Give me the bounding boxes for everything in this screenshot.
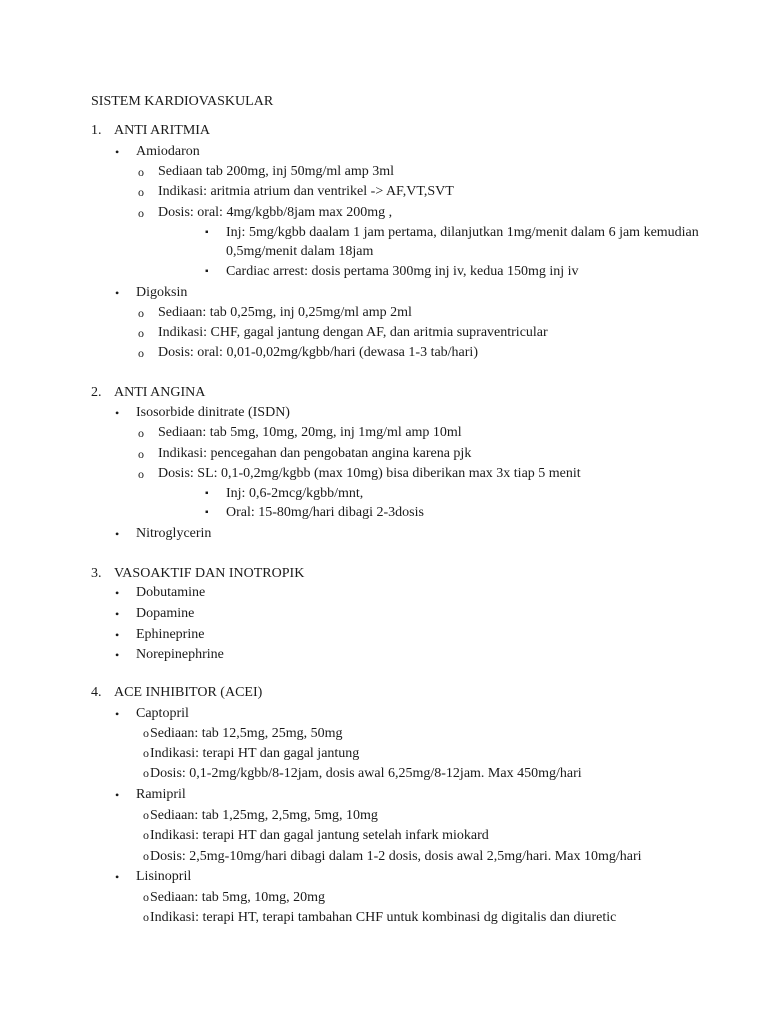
drug-detail: Indikasi: aritmia atrium dan ventrikel -> AF,VT,SVT (158, 184, 454, 199)
circle-bullet: o (138, 447, 144, 461)
circle-bullet: o (143, 910, 149, 924)
disc-bullet: • (115, 527, 120, 541)
drug-detail: Dosis: SL: 0,1-0,2mg/kgbb (max 10mg) bisa diberikan max 3x tiap 5 menit (158, 466, 581, 481)
drug-name: Norepinephrine (136, 647, 224, 662)
drug-detail: Dosis: 2,5mg-10mg/hari dibagi dalam 1-2 dosis, dosis awal 2,5mg/hari. Max 10mg/hari (150, 849, 642, 864)
square-bullet: ▪ (205, 227, 209, 238)
section-number: 4. (91, 685, 102, 700)
circle-bullet: o (143, 828, 149, 842)
drug-detail: Dosis: 0,1-2mg/kgbb/8-12jam, dosis awal 6,25mg/8-12jam. Max 450mg/hari (150, 766, 582, 781)
circle-bullet: o (138, 326, 144, 340)
circle-bullet: o (138, 165, 144, 179)
circle-bullet: o (143, 746, 149, 760)
drug-subdetail: Inj: 5mg/kgbb daalam 1 jam pertama, dilanjutkan 1mg/menit dalam 6 jam kemudian (226, 225, 699, 240)
disc-bullet: • (115, 788, 120, 802)
drug-name: Lisinopril (136, 869, 192, 884)
drug-name: Dopamine (136, 606, 195, 621)
drug-detail: Indikasi: CHF, gagal jantung dengan AF, dan aritmia supraventricular (158, 325, 548, 340)
square-bullet: ▪ (205, 507, 209, 518)
circle-bullet: o (138, 185, 144, 199)
drug-detail: Sediaan: tab 1,25mg, 2,5mg, 5mg, 10mg (150, 808, 378, 823)
drug-detail: Dosis: oral: 4mg/kgbb/8jam max 200mg , (158, 205, 393, 220)
drug-name: Ephineprine (136, 627, 205, 642)
section-number: 1. (91, 123, 102, 138)
section-number: 3. (91, 566, 102, 581)
circle-bullet: o (143, 766, 149, 780)
drug-name: Digoksin (136, 285, 188, 300)
circle-bullet: o (143, 890, 149, 904)
drug-name: Isosorbide dinitrate (ISDN) (136, 405, 290, 420)
drug-detail-row (143, 825, 489, 845)
drug-detail: Sediaan tab 200mg, inj 50mg/ml amp 3ml (158, 164, 395, 179)
square-bullet: ▪ (205, 488, 209, 499)
section-heading: ANTI ANGINA (114, 385, 206, 400)
drug-detail-row (143, 907, 616, 927)
drug-subdetail-continued: 0,5mg/menit dalam 18jam (226, 244, 374, 259)
drug-name: Dobutamine (136, 585, 206, 600)
drug-detail: Indikasi: terapi HT dan gagal jantung (150, 746, 360, 761)
disc-bullet: • (115, 607, 120, 621)
circle-bullet: o (138, 306, 144, 320)
circle-bullet: o (138, 346, 144, 360)
drug-subdetail: Inj: 0,6-2mcg/kgbb/mnt, (226, 486, 364, 501)
circle-bullet: o (143, 849, 149, 863)
drug-detail-row (143, 887, 325, 907)
drug-detail: Sediaan: tab 12,5mg, 25mg, 50mg (150, 726, 343, 741)
drug-detail: Indikasi: pencegahan dan pengobatan angina karena pjk (158, 446, 472, 461)
document-title: SISTEM KARDIOVASKULAR (91, 94, 274, 109)
circle-bullet: o (138, 206, 144, 220)
drug-detail: Sediaan: tab 0,25mg, inj 0,25mg/ml amp 2ml (158, 305, 412, 320)
circle-bullet: o (138, 467, 144, 481)
disc-bullet: • (115, 628, 120, 642)
drug-subdetail: Cardiac arrest: dosis pertama 300mg inj iv, kedua 150mg inj iv (226, 264, 579, 279)
drug-detail: Sediaan: tab 5mg, 10mg, 20mg, inj 1mg/ml amp 10ml (158, 425, 462, 440)
disc-bullet: • (115, 286, 120, 300)
section-heading: ACE INHIBITOR (ACEI) (114, 685, 263, 700)
disc-bullet: • (115, 586, 120, 600)
drug-name: Nitroglycerin (136, 526, 212, 541)
drug-detail: Sediaan: tab 5mg, 10mg, 20mg (150, 890, 325, 905)
drug-detail: Dosis: oral: 0,01-0,02mg/kgbb/hari (dewasa 1-3 tab/hari) (158, 345, 478, 360)
circle-bullet: o (143, 726, 149, 740)
drug-detail: Indikasi: terapi HT, terapi tambahan CHF untuk kombinasi dg digitalis dan diuretic (150, 910, 617, 925)
circle-bullet: o (138, 426, 144, 440)
drug-detail-row (143, 805, 378, 825)
section-number: 2. (91, 385, 102, 400)
drug-detail-row (143, 763, 582, 783)
section-heading: ANTI ARITMIA (114, 123, 211, 138)
disc-bullet: • (115, 870, 120, 884)
drug-detail-row (143, 743, 359, 763)
disc-bullet: • (115, 707, 120, 721)
drug-name: Ramipril (136, 787, 186, 802)
disc-bullet: • (115, 145, 120, 159)
drug-detail-row (143, 723, 342, 743)
disc-bullet: • (115, 406, 120, 420)
section-heading: VASOAKTIF DAN INOTROPIK (114, 566, 305, 581)
drug-subdetail: Oral: 15-80mg/hari dibagi 2-3dosis (226, 505, 424, 520)
drug-name: Captopril (136, 706, 189, 721)
square-bullet: ▪ (205, 266, 209, 277)
drug-detail: Indikasi: terapi HT dan gagal jantung setelah infark miokard (150, 828, 489, 843)
drug-detail-row (143, 846, 642, 866)
circle-bullet: o (143, 808, 149, 822)
disc-bullet: • (115, 648, 120, 662)
drug-name: Amiodaron (136, 144, 200, 159)
